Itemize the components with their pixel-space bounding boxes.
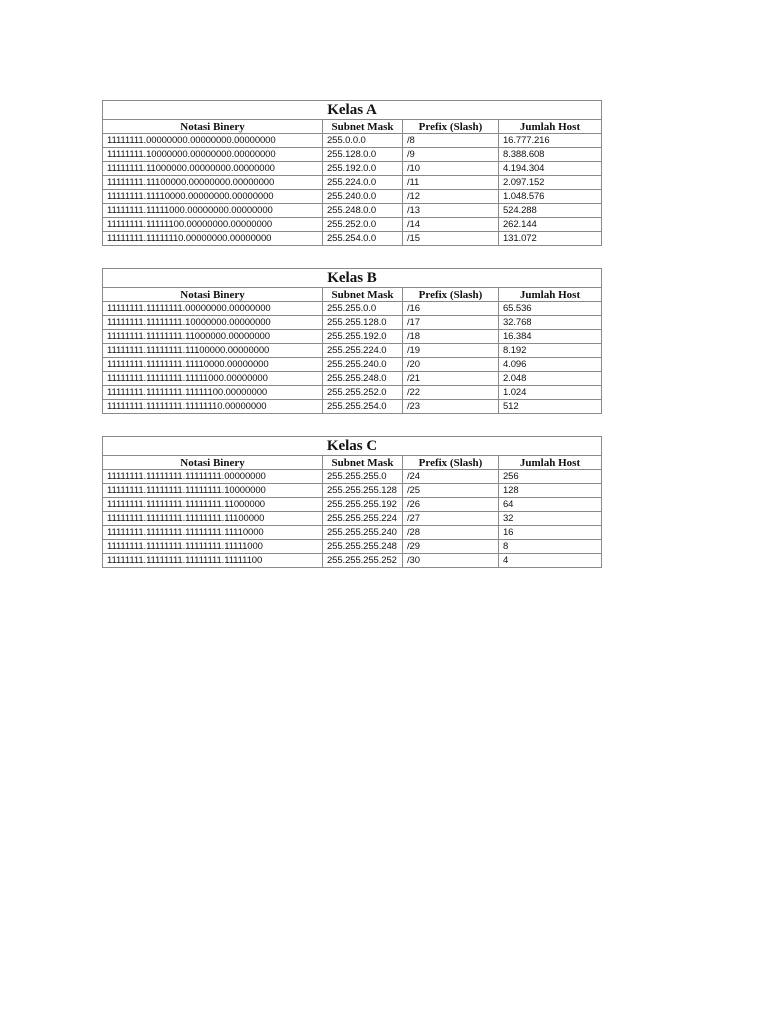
cell-subnet-mask: 255.255.248.0 [323,372,403,386]
cell-host-count: 4.194.304 [499,162,602,176]
column-header-binary-notation: Notasi Binery [103,456,323,470]
cell-host-count: 16 [499,526,602,540]
column-header-host-count: Jumlah Host [499,120,602,134]
table-row [103,162,602,176]
cell-binary-notation: 11111111.11111111.11000000.00000000 [103,330,323,344]
cell-subnet-mask: 255.255.240.0 [323,358,403,372]
cell-prefix: /19 [403,344,499,358]
column-header-binary-notation: Notasi Binery [103,288,323,302]
column-header-prefix: Prefix (Slash) [403,120,499,134]
table-row [103,218,602,232]
cell-host-count: 32 [499,512,602,526]
cell-subnet-mask: 255.255.255.240 [323,526,403,540]
table-row [103,512,602,526]
cell-binary-notation: 11111111.11111111.10000000.00000000 [103,316,323,330]
cell-subnet-mask: 255.255.255.0 [323,470,403,484]
table-row [103,484,602,498]
table-row [103,330,602,344]
cell-host-count: 2.048 [499,372,602,386]
cell-binary-notation: 11111111.11111111.11111111.10000000 [103,484,323,498]
cell-host-count: 8.192 [499,344,602,358]
table-row [103,526,602,540]
table-row [103,232,602,246]
cell-prefix: /29 [403,540,499,554]
column-header-host-count: Jumlah Host [499,456,602,470]
column-header-host-count: Jumlah Host [499,288,602,302]
cell-subnet-mask: 255.255.0.0 [323,302,403,316]
cell-host-count: 2.097.152 [499,176,602,190]
subnet-table-kelas-c [102,436,602,568]
table-row [103,470,602,484]
table-row [103,358,602,372]
cell-host-count: 1.048.576 [499,190,602,204]
column-header-subnet-mask: Subnet Mask [323,288,403,302]
cell-subnet-mask: 255.255.255.192 [323,498,403,512]
cell-subnet-mask: 255.248.0.0 [323,204,403,218]
table-row [103,554,602,568]
cell-host-count: 128 [499,484,602,498]
table-row [103,204,602,218]
cell-prefix: /30 [403,554,499,568]
cell-subnet-mask: 255.255.252.0 [323,386,403,400]
cell-host-count: 8.388.608 [499,148,602,162]
cell-binary-notation: 11111111.11111111.11110000.00000000 [103,358,323,372]
cell-host-count: 16.384 [499,330,602,344]
table-row [103,498,602,512]
cell-host-count: 64 [499,498,602,512]
column-header-subnet-mask: Subnet Mask [323,120,403,134]
cell-prefix: /25 [403,484,499,498]
table-row [103,316,602,330]
cell-subnet-mask: 255.254.0.0 [323,232,403,246]
cell-subnet-mask: 255.255.255.248 [323,540,403,554]
cell-host-count: 32.768 [499,316,602,330]
cell-binary-notation: 11111111.11111111.11111111.11111100 [103,554,323,568]
cell-host-count: 262.144 [499,218,602,232]
cell-binary-notation: 11111111.11000000.00000000.00000000 [103,162,323,176]
cell-prefix: /22 [403,386,499,400]
cell-prefix: /16 [403,302,499,316]
cell-prefix: /28 [403,526,499,540]
cell-binary-notation: 11111111.11110000.00000000.00000000 [103,190,323,204]
cell-binary-notation: 11111111.11111100.00000000.00000000 [103,218,323,232]
cell-host-count: 65.536 [499,302,602,316]
table-title: Kelas C [103,437,602,456]
cell-subnet-mask: 255.192.0.0 [323,162,403,176]
header-row [103,120,602,134]
cell-binary-notation: 11111111.11100000.00000000.00000000 [103,176,323,190]
cell-subnet-mask: 255.255.255.252 [323,554,403,568]
header-row [103,288,602,302]
cell-binary-notation: 11111111.11111111.11111111.11000000 [103,498,323,512]
cell-host-count: 16.777.216 [499,134,602,148]
cell-prefix: /15 [403,232,499,246]
cell-prefix: /20 [403,358,499,372]
cell-binary-notation: 11111111.11111111.11111000.00000000 [103,372,323,386]
cell-subnet-mask: 255.128.0.0 [323,148,403,162]
cell-prefix: /26 [403,498,499,512]
cell-binary-notation: 11111111.11111111.11111111.00000000 [103,470,323,484]
cell-host-count: 524.288 [499,204,602,218]
cell-binary-notation: 11111111.11111111.11111100.00000000 [103,386,323,400]
cell-host-count: 256 [499,470,602,484]
cell-subnet-mask: 255.255.192.0 [323,330,403,344]
cell-prefix: /14 [403,218,499,232]
cell-prefix: /10 [403,162,499,176]
cell-subnet-mask: 255.255.255.224 [323,512,403,526]
cell-prefix: /18 [403,330,499,344]
subnet-table-kelas-a [102,100,602,246]
table-row [103,176,602,190]
cell-binary-notation: 11111111.11111111.11111111.11110000 [103,526,323,540]
cell-binary-notation: 11111111.11111111.11111110.00000000 [103,400,323,414]
cell-host-count: 1.024 [499,386,602,400]
table-row [103,302,602,316]
table-row [103,344,602,358]
table-row [103,540,602,554]
cell-binary-notation: 11111111.11111111.11111111.11100000 [103,512,323,526]
table-row [103,190,602,204]
cell-binary-notation: 11111111.10000000.00000000.00000000 [103,148,323,162]
column-header-prefix: Prefix (Slash) [403,288,499,302]
cell-host-count: 131.072 [499,232,602,246]
cell-prefix: /11 [403,176,499,190]
table-row [103,134,602,148]
cell-subnet-mask: 255.224.0.0 [323,176,403,190]
cell-prefix: /24 [403,470,499,484]
subnet-table-kelas-b [102,268,602,414]
cell-prefix: /12 [403,190,499,204]
cell-prefix: /13 [403,204,499,218]
cell-subnet-mask: 255.240.0.0 [323,190,403,204]
table-title: Kelas B [103,269,602,288]
cell-prefix: /9 [403,148,499,162]
cell-host-count: 8 [499,540,602,554]
cell-prefix: /8 [403,134,499,148]
cell-subnet-mask: 255.255.224.0 [323,344,403,358]
cell-subnet-mask: 255.0.0.0 [323,134,403,148]
cell-binary-notation: 11111111.11111111.00000000.00000000 [103,302,323,316]
cell-subnet-mask: 255.255.128.0 [323,316,403,330]
cell-subnet-mask: 255.255.254.0 [323,400,403,414]
cell-binary-notation: 11111111.11111000.00000000.00000000 [103,204,323,218]
cell-binary-notation: 11111111.11111111.11111111.11111000 [103,540,323,554]
column-header-prefix: Prefix (Slash) [403,456,499,470]
cell-binary-notation: 11111111.00000000.00000000.00000000 [103,134,323,148]
cell-prefix: /17 [403,316,499,330]
column-header-subnet-mask: Subnet Mask [323,456,403,470]
cell-binary-notation: 11111111.11111110.00000000.00000000 [103,232,323,246]
cell-host-count: 512 [499,400,602,414]
table-title: Kelas A [103,101,602,120]
table-row [103,372,602,386]
column-header-binary-notation: Notasi Binery [103,120,323,134]
cell-host-count: 4 [499,554,602,568]
cell-prefix: /27 [403,512,499,526]
table-row [103,386,602,400]
table-row [103,400,602,414]
cell-prefix: /21 [403,372,499,386]
table-row [103,148,602,162]
header-row [103,456,602,470]
cell-host-count: 4.096 [499,358,602,372]
cell-prefix: /23 [403,400,499,414]
cell-subnet-mask: 255.255.255.128 [323,484,403,498]
cell-subnet-mask: 255.252.0.0 [323,218,403,232]
cell-binary-notation: 11111111.11111111.11100000.00000000 [103,344,323,358]
